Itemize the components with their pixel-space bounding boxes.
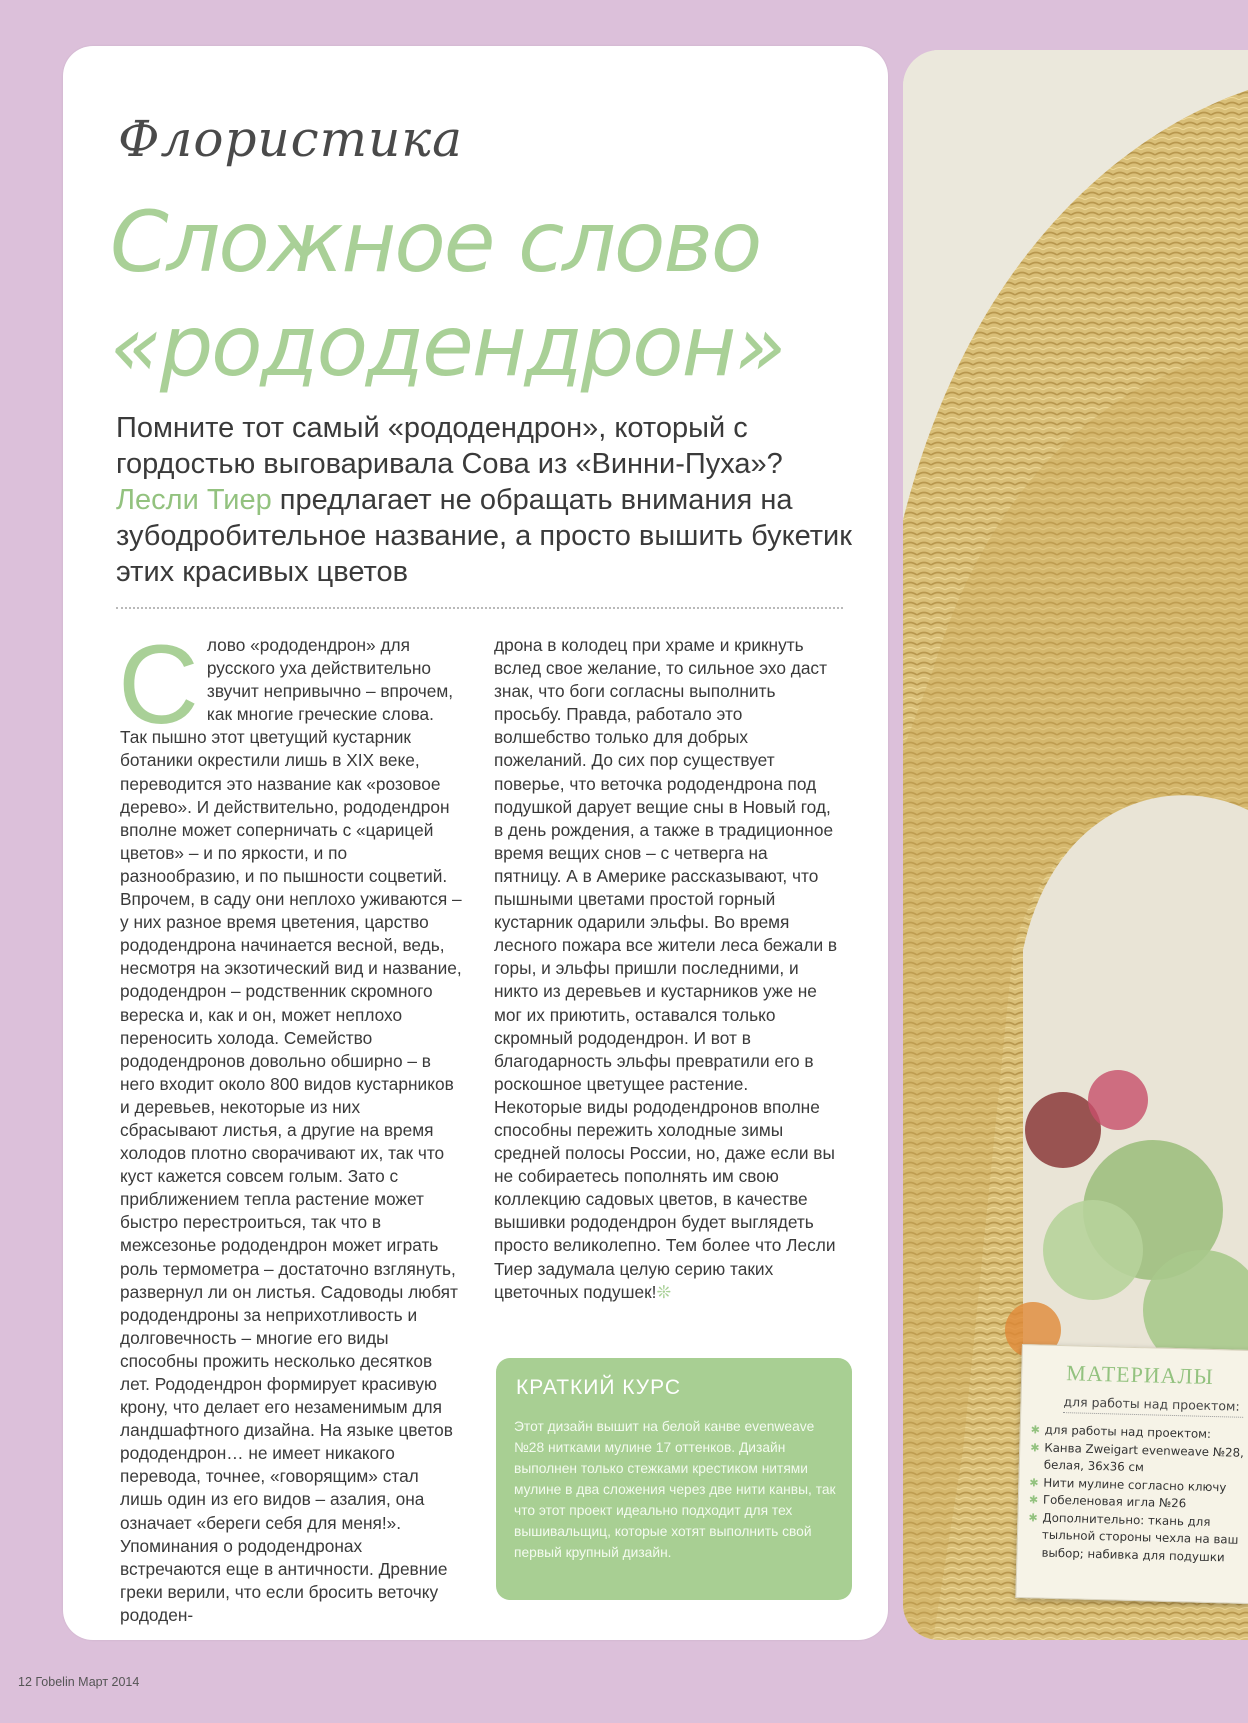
article-column-1 [118, 622, 462, 1627]
materials-title: МАТЕРИАЛЫ [1065, 1360, 1215, 1390]
rubric-title: Флористика [118, 110, 463, 168]
materials-item: ✱ для работы над проектом: [1031, 1421, 1248, 1444]
headline-line-1: Сложное слово [110, 193, 761, 291]
article-column-2 [494, 634, 839, 1304]
materials-item: ✱ Гобеленовая игла №26 [1029, 1491, 1248, 1514]
materials-card [1015, 1344, 1248, 1604]
materials-subtitle: для работы над проектом: [1063, 1394, 1243, 1418]
materials-item: ✱ Дополнительно: ткань для тыльной стороны чехла на ваш выбор; набивка для подушки [1027, 1509, 1248, 1567]
lead-part-2: предлагает не обращать внимания на зубодробительное название, а просто вышить букетик этих красивых цветов [116, 484, 852, 588]
course-text: Этот дизайн вышит на белой канве evenweave №28 нитками мулине 17 оттенков. Дизайн выполнен только стежками крестиком нитями мулине в два сложения через две нити канвы, так что этот проект идеально подходит для тех вышивальщиц, которые хотят выполнить свой первый крупный дизайн. [514, 1419, 836, 1560]
lead-paragraph [116, 410, 856, 590]
column-1-text: лово «рододендрон» для русского уха действительно звучит непривычно – впрочем, как многие греческие слова. Так пышно этот цветущий кустарник ботаники окрестили лишь в XIX веке, переводится это название как «розовое дерево». И действительно, рододендрон вполне может соперничать с «царицей цветов» – и по яркости, и по разнообразию, и по пышности соцветий. Впрочем, в саду они неплохо уживаются – у них разное время цветения, царство рододендрона начинается весной, ведь, несмотря на экзотический вид и название, рододендрон – родственник скромного вереска и, как и он, может неплохо переносить холода. Семейство рододендронов довольно обширно – в него входит около 800 видов кустарников и деревьев, некоторые из них сбрасывают листья, а другие на время холодов плотно сворачивают их, так что куст кажется совсем голым. Зато с приближением тепла растение может быстро перестроиться, так что в межсезонье рододендрон может играть роль термометра – достаточно взглянуть, развернул ли он листья. Садоводы любят рододендроны за неприхотливость и долговечность – многие его виды способны прожить несколько десятков лет. Рододендрон формирует красивую крону, что делает его незаменимым для ландшафтного дизайна. На языке цветов рододендрон… не имеет никакого перевода, точнее, «говорящим» стал лишь один из его видов – азалия, она означает «береги себя для меня!». Упоминания о рододендронах встречаются еще в античности. Древние греки верили, что если бросить веточку рододен- [120, 635, 462, 1625]
author-name: Лесли Тиер [116, 484, 272, 516]
headline [110, 190, 880, 398]
materials-item: ✱ Канва Zweigart evenweave №28, белая, 36х36 см [1030, 1439, 1248, 1480]
column-2-paragraph [494, 634, 839, 1304]
materials-list [1027, 1421, 1248, 1567]
page-footer: 12 Гоbеlin Март 2014 [18, 1675, 140, 1689]
lead-part-1: Помните тот самый «рододендрон», который с гордостью выговаривала Сова из «Винни-Пуха»? [116, 412, 783, 480]
end-mark-icon: ❊ [656, 1281, 671, 1302]
course-box [496, 1358, 852, 1600]
drop-cap: С [118, 622, 199, 747]
dotted-divider [116, 607, 843, 609]
course-title: КРАТКИЙ КУРС [516, 1376, 682, 1399]
materials-item: ✱ Нити мулине согласно ключу [1029, 1474, 1248, 1497]
column-2-text: дрона в колодец при храме и крикнуть вслед свое желание, то сильное эхо даст знак, что боги согласны выполнить просьбу. Правда, работало это волшебство только для добрых пожеланий. До сих пор существует поверье, что веточка рододендрона под подушкой дарует вещие сны в Новый год, в день рождения, а также в традиционное время вещих снов – с четверга на пятницу. А в Америке рассказывают, что пышными цветами простой горный кустарник одарили эльфы. Во время лесного пожара все жители леса бежали в горы, и эльфы пришли последними, и никто из деревьев и кустарников уже не мог их приютить, оставался только скромный рододендрон. И вот в благодарность эльфы превратили его в роскошное цветущее растение. Некоторые виды рододендронов вполне способны пережить холодные зимы средней полосы России, но, даже если вы не собираетесь пополнять им свою коллекцию садовых цветов, в качестве вышивки рододендрон будет выглядеть просто великолепно. Тем более что Лесли Тиер задумала целую серию таких цветочных подушек! [494, 635, 838, 1302]
headline-line-2: «рододендрон» [110, 297, 785, 395]
